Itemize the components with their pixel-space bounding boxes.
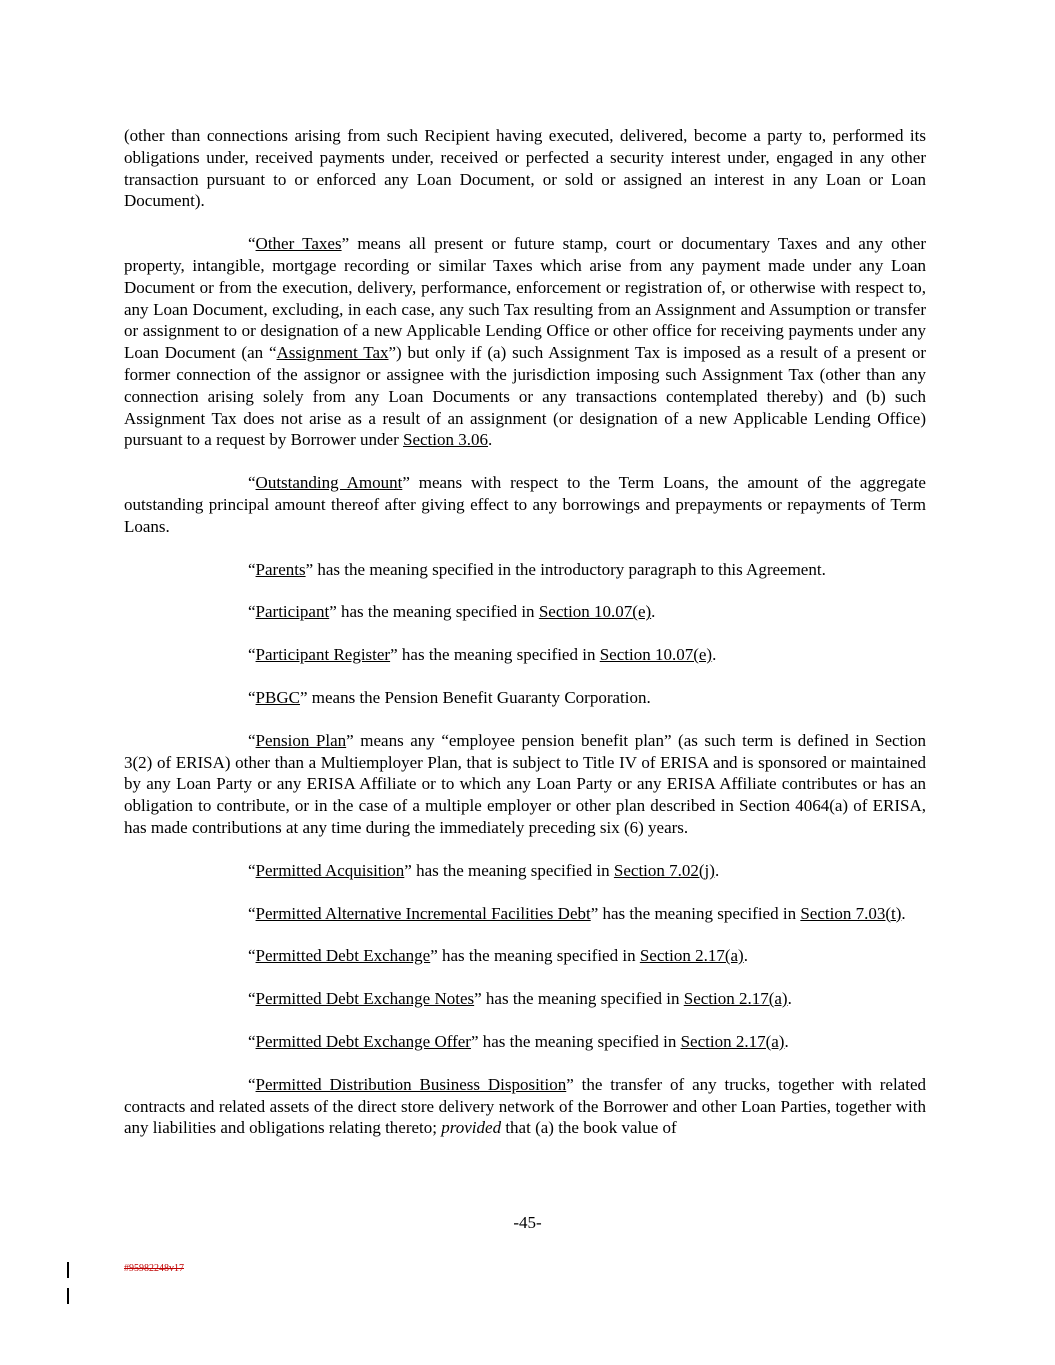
footer-document-id: #95982248v17 [124,1263,184,1274]
definition-text: that (a) the book value of [501,1118,677,1138]
section-reference: Section 7.03(t) [800,903,902,923]
open-quote: “ [248,473,256,493]
defined-term: Assignment Tax [276,343,389,363]
period: . [787,989,792,1009]
defined-term: Permitted Alternative Incremental Facilities Debt [255,903,591,923]
period: . [651,602,656,622]
definition-permitted-distribution [124,1074,926,1139]
defined-term: PBGC [255,687,300,707]
definition-permitted-debt-exchange-offer [124,1031,926,1053]
section-reference: Section 10.07(e) [538,602,652,622]
period: . [712,645,717,665]
open-quote: “ [248,559,256,579]
definition-parents [124,559,926,581]
definition-text: ” has the meaning specified in [590,903,801,923]
section-reference: Section 2.17(a) [683,989,788,1009]
section-reference: Section 10.07(e) [599,645,713,665]
definition-text: ” has the meaning specified in [329,602,539,622]
section-reference: Section 2.17(a) [680,1031,785,1051]
open-quote: “ [248,1031,256,1051]
definition-text: ” means all present or future stamp, court or documentary Taxes and any other property, intangible, mortgage recording or similar Taxes which arise from any payment made under any Loan Document or from the execution, delivery, performance, enforcement or registration of, or otherwise with respect to, any Loan Document, excluding, in each case, any such Tax resulting from an Assignment and Assumption or transfer or assignment to or designation of a new Applicable Lending Office or other office for receiving payments under any Loan Document (an “ [124,234,926,363]
change-bar [67,1288,69,1304]
definition-text: ” has the meaning specified in [470,1031,681,1051]
defined-term: Parents [255,559,306,579]
definition-text: ” means the Pension Benefit Guaranty Corporation. [299,687,651,707]
defined-term: Pension Plan [255,730,347,750]
open-quote: “ [248,602,256,622]
defined-term: Permitted Acquisition [255,860,405,880]
open-quote: “ [248,903,256,923]
definition-outstanding-amount [124,472,926,537]
definition-permitted-alternative-incremental [124,903,926,925]
defined-term: Other Taxes [255,234,342,254]
period: . [901,903,906,923]
open-quote: “ [248,687,256,707]
open-quote: “ [248,234,256,254]
definition-participant [124,601,926,623]
section-reference: Section 7.02(j) [613,860,715,880]
defined-term: Participant [255,602,330,622]
defined-term: Permitted Debt Exchange Notes [255,989,475,1009]
definition-text: ” the transfer of any trucks, together with related contracts and related assets of the direct store delivery network of the Borrower and other Loan Parties, together with any liabilities and obligations relating thereto; [124,1074,926,1138]
period: . [714,860,720,880]
defined-term: Participant Register [255,645,391,665]
section-reference: Section 3.06 [403,430,489,450]
definition-text: ” has the meaning specified in [390,645,600,665]
open-quote: “ [248,860,256,880]
definition-text: ” has the meaning specified in [430,946,640,966]
defined-term: Permitted Distribution Business Disposition [255,1074,567,1094]
period: . [743,946,748,966]
page-number: -45- [513,1213,542,1232]
change-bar [67,1262,69,1278]
definition-text: ”) but only if (a) such Assignment Tax is imposed as a result of a present or former connection of the assignor or assignee with the jurisdiction imposing such Assignment Tax (other than any connection arising solely from any Loan Documents or any transactions contemplated thereby) and (b) such Assignment Tax does not arise as a result of an assignment (or designation of a new Applicable Lending Office) pursuant to a request by Borrower under [124,343,926,450]
definition-text: ” means with respect to the Term Loans, the amount of the aggregate outstanding principal amount thereof after giving effect to any borrowings and prepayments or repayments of Term Loans. [124,473,926,536]
open-quote: “ [248,1074,256,1094]
definition-other-taxes [124,233,926,451]
defined-term: Outstanding Amount [255,473,403,493]
open-quote: “ [248,645,256,665]
defined-term: Permitted Debt Exchange [255,946,431,966]
definition-pbgc [124,687,926,709]
paragraph-continuation: (other than connections arising from such Recipient having executed, delivered, become a party to, performed its obligations under, received payments under, received or perfected a security interest under, engaged in any other transaction pursuant to or enforced any Loan Document, or sold or assigned an interest in any Loan or Loan Document). [124,126,926,211]
definition-participant-register [124,644,926,666]
section-reference: Section 2.17(a) [639,946,744,966]
period: . [488,430,493,450]
definition-permitted-debt-exchange [124,945,926,967]
definition-text: ” has the meaning specified in [474,989,684,1009]
definition-permitted-acquisition [124,860,926,882]
period: . [784,1031,789,1051]
document-body [124,125,926,1160]
italic-proviso: provided [441,1118,502,1138]
definition-text: ” has the meaning specified in the introductory paragraph to this Agreement. [305,559,826,579]
definition-permitted-debt-exchange-notes [124,988,926,1010]
defined-term: Permitted Debt Exchange Offer [255,1031,471,1051]
definition-pension-plan [124,730,926,839]
open-quote: “ [248,730,256,750]
open-quote: “ [248,989,256,1009]
open-quote: “ [248,946,256,966]
definition-text: ” means any “employee pension benefit plan” (as such term is defined in Section 3(2) of ERISA) other than a Multiemployer Plan, that is subject to Title IV of ERISA and is sponsored or maintained by any Loan Party or any ERISA Affiliate or to which any Loan Party or any ERISA Affiliate contributes or has an obligation to contribute, or in the case of a multiple employer or other plan described in Section 4064(a) of ERISA, has made contributions at any time during the immediately preceding six (6) years. [124,730,927,837]
definition-text: ” has the meaning specified in [404,860,614,880]
